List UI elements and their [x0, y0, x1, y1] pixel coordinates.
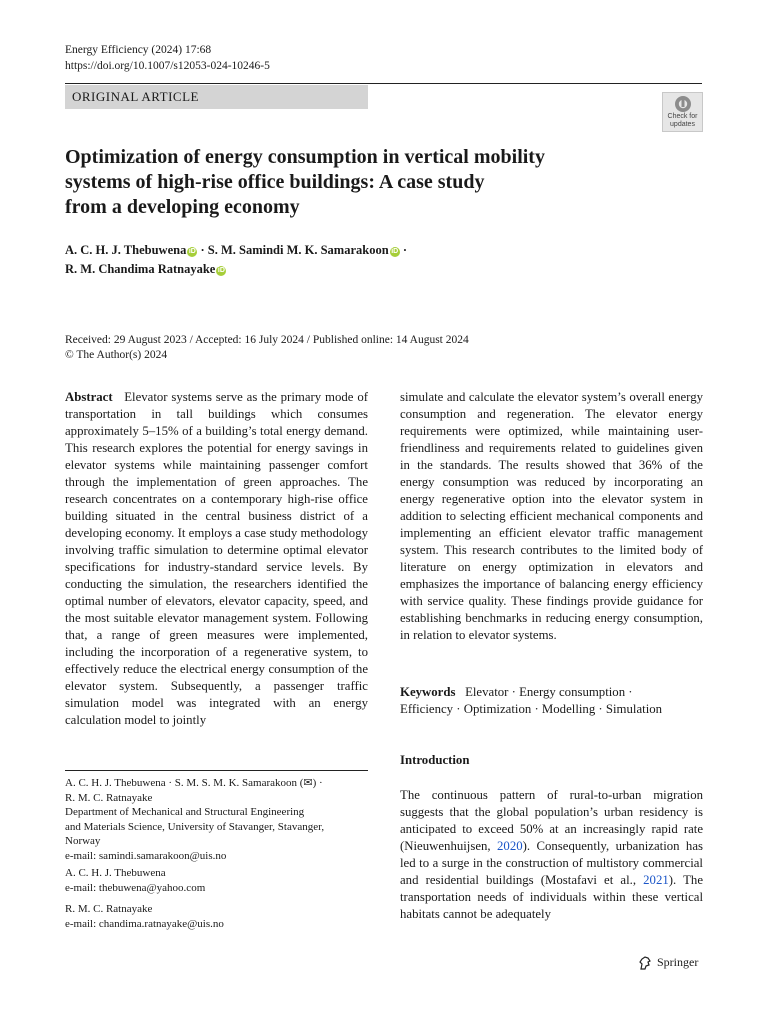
- introduction-paragraph: [400, 787, 703, 923]
- title-line-1: Optimization of energy consumption in vertical mobility: [65, 146, 545, 168]
- affiliation-authors: A. C. H. J. Thebuwena: [65, 867, 166, 879]
- keywords-label: Keywords: [400, 685, 456, 699]
- author-name[interactable]: S. M. Samindi M. K. Samarakoon: [207, 243, 389, 257]
- affiliation-authors: A. C. H. J. Thebuwena · S. M. S. M. K. Samarakoon (✉) ·: [65, 777, 323, 789]
- title-line-2: systems of high-rise office buildings: A case study: [65, 171, 485, 193]
- springer-horse-icon: [638, 956, 652, 970]
- abstract-text: Elevator systems serve as the primary mode of transportation in tall buildings which consumes approximately 5–15% of a building’s total energy demand. This research explores the potential for energy savings in elevator systems while maintaining passenger comfort through the implementation of green approaches. The research concentrates on a contemporary high-rise office building situated in the central business district of a developing economy. It employs a case study methodology involving traffic simulation to determine optimal elevator specifications for industry-standard service levels. By conducting the simulation, the researchers identified the optimal number of elevators, elevator capacity, speed, and the most suitable elevator management system. Following that, a range of green measures were implemented, including the incorporation of a regenerative system, to effectively reduce the electrical energy consumption of the elevator system. Subsequently, a passenger traffic simulation model was integrated with an energy calculation model to jointly: [65, 390, 368, 727]
- keywords-line: Elevator · Energy consumption ·: [465, 685, 633, 699]
- author-list: [65, 241, 665, 279]
- affiliation-authors: R. M. C. Ratnayake: [65, 903, 153, 915]
- journal-line: Energy Efficiency (2024) 17:68: [65, 44, 212, 56]
- author-name[interactable]: A. C. H. J. Thebuwena: [65, 243, 187, 257]
- article-title: [65, 145, 665, 220]
- affiliation-email[interactable]: e-mail: thebuwena@yahoo.com: [65, 881, 206, 894]
- affiliation-block: [65, 866, 368, 895]
- affiliation-block: [65, 776, 368, 863]
- orcid-icon[interactable]: iD: [391, 248, 399, 255]
- citation-link[interactable]: 2020: [497, 839, 523, 853]
- copyright-line: © The Author(s) 2024: [65, 349, 168, 361]
- author-separator: ·: [197, 243, 208, 257]
- intro-text: The continuous pattern of rural-to-urban migration suggests that the global population’s urban residency is anticipated to exceed 50% at an increasingly rapid rate (Nieuwenhuijsen,: [400, 788, 703, 853]
- keywords-line: Efficiency · Optimization · Modelling · Simulation: [400, 702, 663, 716]
- affiliation-email[interactable]: e-mail: chandima.ratnayake@uis.no: [65, 917, 224, 930]
- journal-citation: [65, 42, 270, 74]
- citation-link[interactable]: 2021: [643, 873, 669, 887]
- abstract-right-column: [400, 389, 703, 644]
- orcid-icon[interactable]: iD: [188, 248, 196, 255]
- check-for-updates-badge[interactable]: [662, 92, 703, 132]
- abstract-label: Abstract: [65, 390, 113, 404]
- orcid-icon[interactable]: iD: [217, 267, 225, 274]
- footnote-rule: [65, 770, 368, 771]
- author-name[interactable]: R. M. Chandima Ratnayake: [65, 262, 216, 276]
- publication-dates: [65, 333, 705, 363]
- affiliation-country: Norway: [65, 835, 101, 847]
- check-updates-icon: [674, 95, 692, 113]
- affiliation-department: and Materials Science, University of Stavanger, Stavanger,: [65, 820, 325, 833]
- history-dates: Received: 29 August 2023 / Accepted: 16 July 2024 / Published online: 14 August 2024: [65, 334, 469, 346]
- keywords-block: [400, 684, 703, 718]
- check-updates-label-2: updates: [670, 120, 695, 128]
- abstract-left-column: [65, 389, 368, 729]
- publisher-logo: [638, 955, 698, 970]
- doi-link[interactable]: https://doi.org/10.1007/s12053-024-10246-5: [65, 60, 270, 72]
- article-type-banner: ORIGINAL ARTICLE: [65, 85, 368, 109]
- intro-text: ). The transportation needs of individuals within these vertical habitats cannot be adequately: [400, 873, 703, 921]
- title-line-3: from a developing economy: [65, 196, 300, 218]
- affiliation-block: [65, 902, 368, 931]
- intro-text: ). Consequently, urbanization has led to a surge in the construction of multistory commercial and residential buildings (Mostafavi et al.,: [400, 839, 703, 887]
- section-heading-introduction: Introduction: [400, 753, 470, 767]
- affiliation-email[interactable]: e-mail: samindi.samarakoon@uis.no: [65, 849, 227, 862]
- author-separator: ·: [399, 243, 407, 257]
- publisher-name: Springer: [657, 955, 699, 969]
- affiliation-department: Department of Mechanical and Structural Engineering: [65, 806, 305, 818]
- abstract-text-continued: simulate and calculate the elevator system’s overall energy consumption and regeneration. The elevator energy requirements were optimized, while maintaining user-friendliness and requirements related to guidelines given in the standards. The results showed that 36% of the energy consumption was reduced by incorporating an energy regenerative option into the elevator system in addition to selecting efficient mechanical components and implementing an efficient elevator traffic management system. This research contributes to the limited body of literature on energy optimization in elevators and emphasizes the importance of balancing energy efficiency with service quality. These findings provide guidance for establishing benchmarks in reducing energy consumption, in relation to elevator systems.: [400, 390, 703, 642]
- header-rule: [65, 83, 702, 84]
- affiliation-authors: R. M. C. Ratnayake: [65, 791, 153, 804]
- check-updates-label-1: Check for: [667, 113, 698, 120]
